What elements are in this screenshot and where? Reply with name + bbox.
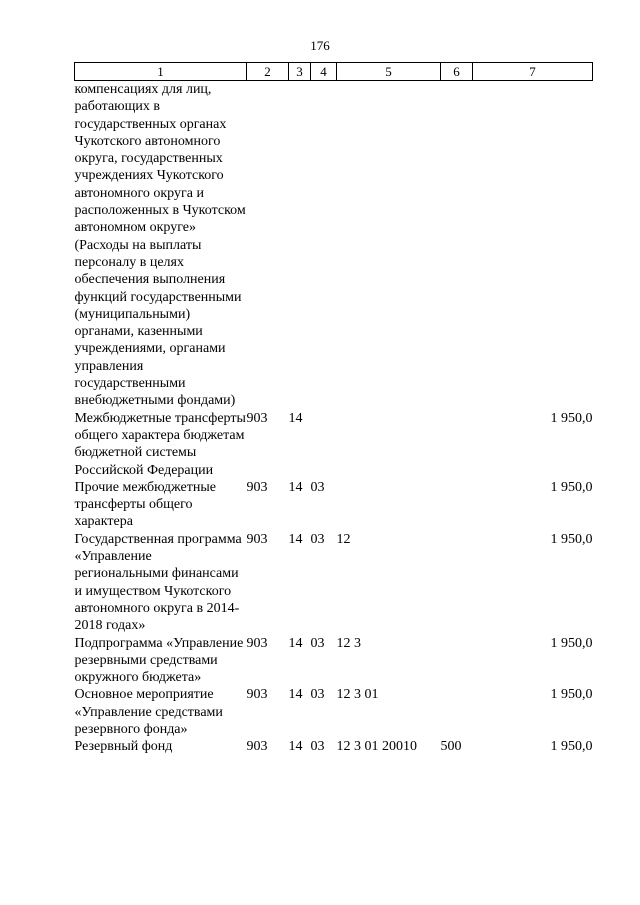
row-kvsr: 903 <box>246 410 268 426</box>
row-target-item <box>337 81 441 410</box>
row-expense-type <box>441 81 473 410</box>
column-header: 4 <box>311 63 337 81</box>
row-subsection: 03 <box>310 531 325 547</box>
row-expense-type: 500 <box>440 739 462 755</box>
table-row <box>75 410 593 479</box>
row-section: 14 <box>288 739 303 755</box>
page-number: 176 <box>310 38 330 53</box>
row-sum: 1 950,0 <box>550 410 593 426</box>
table-row <box>75 81 593 410</box>
row-expense-type <box>441 410 473 479</box>
row-sum: 1 950,0 <box>550 739 593 755</box>
row-target-item: 12 3 01 20010 <box>336 739 417 755</box>
row-subsection: 03 <box>310 635 325 651</box>
table-row <box>75 479 593 531</box>
row-section: 14 <box>288 531 303 547</box>
row-target-item <box>337 410 441 479</box>
row-kvsr: 903 <box>246 687 268 703</box>
header-row <box>75 63 593 81</box>
row-subsection: 03 <box>310 479 325 495</box>
row-expense-type <box>441 686 473 738</box>
row-kvsr <box>247 81 289 410</box>
row-name: Основное мероприятие «Управление средствами резервного фонда» <box>74 687 223 737</box>
row-subsection <box>311 81 337 410</box>
column-header: 3 <box>289 63 311 81</box>
row-name: Прочие межбюджетные трансферты общего характера <box>74 479 216 530</box>
row-subsection <box>311 410 337 479</box>
row-sum: 1 950,0 <box>550 531 593 547</box>
row-name: Межбюджетные трансферты общего характера бюджетам бюджетной системы Российской Федерации <box>74 410 246 478</box>
row-sum: 1 950,0 <box>550 687 593 703</box>
table-row <box>75 686 593 738</box>
column-header: 6 <box>441 63 473 81</box>
row-subsection: 03 <box>310 687 325 703</box>
row-target-item <box>337 479 441 531</box>
table-row <box>75 635 593 687</box>
row-target-item: 12 <box>336 531 351 547</box>
column-header: 2 <box>247 63 289 81</box>
row-subsection: 03 <box>310 739 325 755</box>
row-sum: 1 950,0 <box>550 635 593 651</box>
row-kvsr: 903 <box>246 635 268 651</box>
row-name: Подпрограмма «Управление резервными средствами окружного бюджета» <box>74 635 244 686</box>
budget-table <box>74 62 593 756</box>
row-name: Резервный фонд <box>74 739 173 755</box>
table-row <box>75 531 593 635</box>
row-section: 14 <box>288 635 303 651</box>
column-header: 5 <box>337 63 441 81</box>
row-section: 14 <box>288 687 303 703</box>
row-kvsr: 903 <box>246 531 268 547</box>
table-row <box>75 738 593 755</box>
row-kvsr: 903 <box>246 479 268 495</box>
column-header: 7 <box>473 63 593 81</box>
row-section: 14 <box>288 479 303 495</box>
column-header: 1 <box>75 63 247 81</box>
row-name: Государственная программа «Управление региональными финансами и имуществом Чукотского автономного округа в 2014-2018 годах» <box>74 531 242 634</box>
row-expense-type <box>441 531 473 635</box>
row-sum <box>473 81 593 410</box>
row-target-item: 12 3 01 <box>336 687 379 703</box>
row-name: компенсациях для лиц, работающих в государственных органах Чукотского автономного округа, государственных учреждениях Чукотского автономного округа и расположенных в Чукотском автономном округе» (Расходы на выплаты персоналу в целях обеспечения выполнения функций государственными (муниципальными) органами, казенными учреждениями, органами управления государственными внебюджетными фондами) <box>74 82 246 409</box>
row-expense-type <box>441 479 473 531</box>
row-target-item: 12 3 <box>336 635 361 651</box>
row-expense-type <box>441 635 473 687</box>
row-sum: 1 950,0 <box>550 479 593 495</box>
row-section <box>289 81 311 410</box>
row-kvsr: 903 <box>246 739 268 755</box>
row-section: 14 <box>288 410 303 426</box>
